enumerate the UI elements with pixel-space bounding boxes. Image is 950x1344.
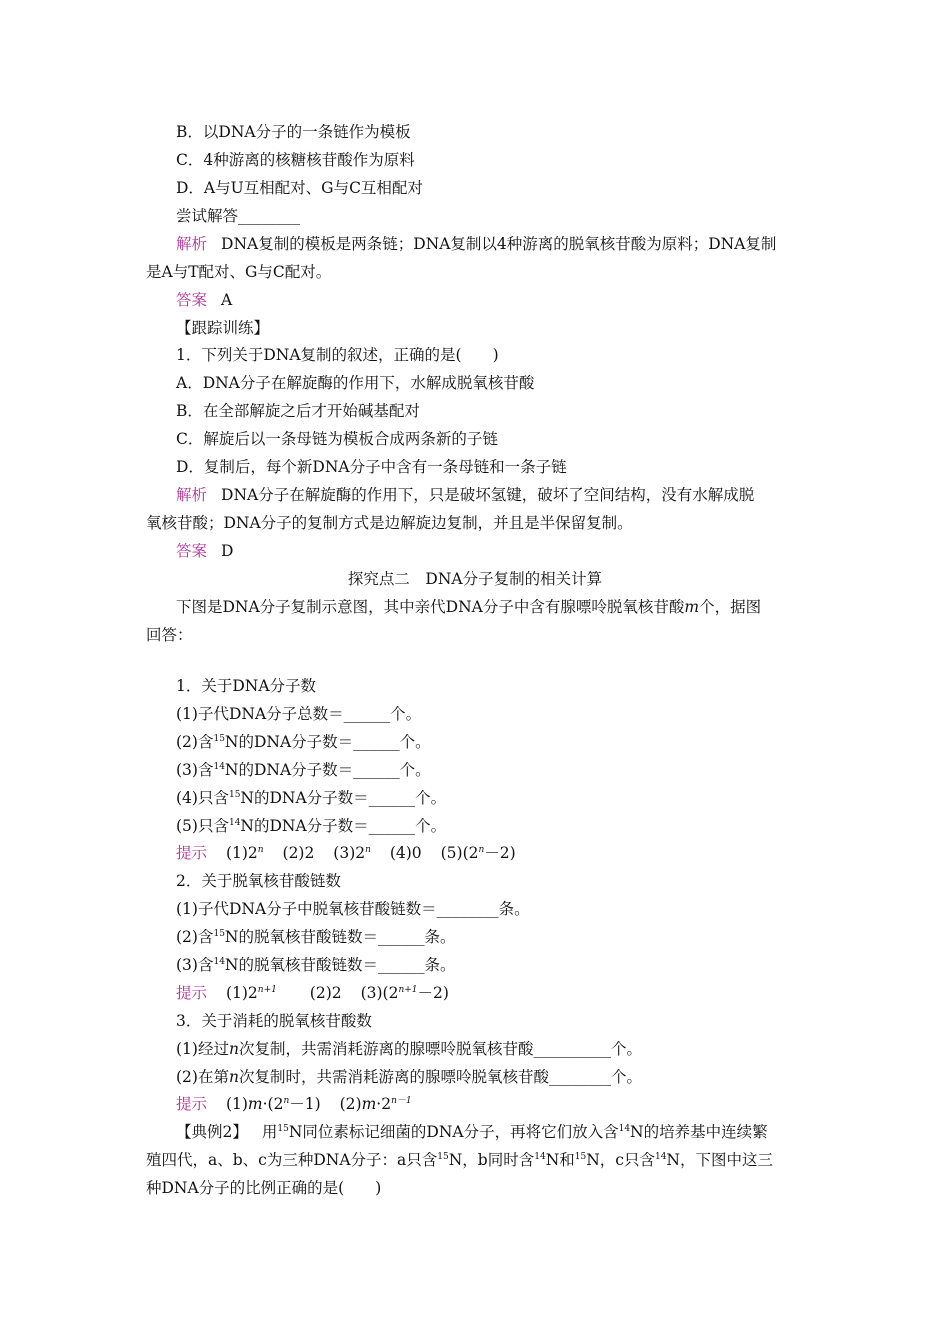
part1-item3: [176, 760, 431, 780]
superscript: n: [365, 845, 371, 855]
hint-3: (3)2: [333, 844, 366, 862]
text: (2)含: [176, 733, 214, 751]
follow-option-a: A．DNA分子在解旋酶的作用下，水解成脱氧核苷酸: [176, 374, 535, 392]
variable-m: m: [247, 1095, 263, 1113]
text: (5)只含: [176, 817, 229, 835]
text: (2)在第: [176, 1068, 229, 1086]
superscript: 14: [213, 762, 225, 772]
superscript: 15: [437, 1152, 449, 1162]
text: 用: [261, 1123, 278, 1141]
intro-text-tail: 个，据图: [699, 598, 762, 616]
hint-5: (5)(2: [440, 844, 479, 862]
superscript: n: [283, 1096, 290, 1106]
hint-1: (1)2: [225, 844, 258, 862]
hint-4: (4)0: [389, 844, 422, 862]
superscript: 15: [277, 1124, 289, 1134]
part1-item5: [176, 816, 446, 836]
superscript: n: [257, 845, 264, 855]
text: N同位素标记细菌的DNA分子，再将它们放入含: [288, 1123, 619, 1141]
text: －1): [289, 1095, 321, 1113]
hint-label: 提示: [176, 1095, 208, 1113]
answer-label: 答案: [176, 291, 208, 309]
part2-hint: [176, 983, 449, 1003]
follow-option-b: B．在全部解旋之后才开始碱基配对: [176, 402, 420, 420]
hint-2: (2)2: [309, 984, 342, 1002]
follow-question: 1．下列关于DNA复制的叙述，正确的是( ): [176, 346, 499, 364]
text: N的DNA分子数＝______个。: [224, 733, 431, 751]
variable-m: m: [361, 1095, 377, 1113]
text: N的DNA分子数＝______个。: [224, 761, 431, 779]
superscript: 14: [654, 1152, 667, 1162]
follow-option-c: C．解旋后以一条母链为模板合成两条新的子链: [176, 430, 498, 448]
superscript: 15: [213, 929, 225, 939]
superscript: 15: [213, 734, 225, 744]
try-answer: 尝试解答________: [176, 207, 301, 225]
text: ·(2: [262, 1095, 284, 1113]
option-c: C．4种游离的核糖核苷酸作为原料: [176, 151, 415, 169]
superscript: 14: [534, 1152, 546, 1162]
part2-item2: [176, 927, 456, 947]
follow-analysis-continuation: 氧核苷酸；DNA分子的复制方式是边解旋边复制，并且是半保留复制。: [146, 514, 633, 532]
text: 次复制时，共需消耗游离的腺嘌呤脱氧核苷酸________个。: [238, 1068, 642, 1086]
text: N的脱氧核苷酸链数＝______条。: [224, 928, 456, 946]
part1-title: 1．关于DNA分子数: [176, 677, 317, 695]
example2-line2: [146, 1150, 773, 1170]
superscript: 14: [228, 818, 241, 828]
analysis-label: 解析: [176, 235, 208, 253]
text: (2)含: [176, 928, 214, 946]
section-intro-continuation: 回答：: [146, 626, 193, 644]
analysis-line: [176, 234, 776, 254]
text: N的DNA分子数＝______个。: [240, 817, 447, 835]
text: N和: [545, 1151, 575, 1169]
example-label: 【典例2】: [176, 1123, 248, 1141]
part1-hint: [176, 843, 516, 863]
hint-2: (2)2: [282, 844, 315, 862]
hint-1: (1)2: [225, 984, 258, 1002]
text: N，c只含: [586, 1151, 655, 1169]
hint-3: (3)(2: [360, 984, 399, 1002]
hint-5-tail: －2): [484, 844, 516, 862]
part1-item1: (1)子代DNA分子总数＝______个。: [176, 705, 422, 723]
part1-item2: [176, 732, 431, 752]
superscript: n+1: [257, 985, 277, 995]
part3-title: 3．关于消耗的脱氧核苷酸数: [176, 1012, 372, 1030]
answer-value: A: [221, 291, 233, 309]
text: (3)含: [176, 761, 214, 779]
part3-item2: [176, 1067, 642, 1087]
text: (3)含: [176, 956, 214, 974]
part3-hint: [176, 1094, 412, 1114]
example2-line3: 种DNA分子的比例正确的是( ): [146, 1179, 382, 1197]
superscript: 14: [213, 957, 225, 967]
example2-line1: [176, 1122, 768, 1142]
text: N，下图中这三: [666, 1151, 773, 1169]
follow-analysis-text: DNA分子在解旋酶的作用下，只是破坏氢键，破坏了空间结构，没有水解成脱: [221, 486, 755, 504]
follow-title: 【跟踪训练】: [176, 319, 270, 337]
text: N的培养基中连续繁: [630, 1123, 768, 1141]
superscript: n: [478, 845, 485, 855]
analysis-continuation: 是A与T配对、G与C配对。: [146, 263, 332, 281]
superscript: n+1: [398, 985, 418, 995]
variable-n: n: [228, 1040, 239, 1058]
follow-analysis-label: 解析: [176, 486, 208, 504]
hint-label: 提示: [176, 844, 208, 862]
follow-answer-label: 答案: [176, 542, 208, 560]
follow-answer-line: [176, 541, 233, 561]
follow-answer-value: D: [221, 542, 234, 560]
part3-item1: [176, 1039, 642, 1059]
superscript: n－1: [391, 1096, 412, 1106]
superscript: 14: [618, 1124, 631, 1134]
follow-analysis-line: [176, 485, 754, 505]
text: N，b同时含: [448, 1151, 535, 1169]
hint-1: (1): [225, 1095, 248, 1113]
part2-title: 2．关于脱氧核苷酸链数: [176, 872, 341, 890]
section-intro: [176, 597, 761, 617]
option-b: B．以DNA分子的一条链作为模板: [176, 123, 411, 141]
part2-item3: [176, 955, 456, 975]
text: 殖四代，a、b、c为三种DNA分子：a只含: [146, 1151, 438, 1169]
text: N的脱氧核苷酸链数＝______条。: [224, 956, 456, 974]
option-d: D．A与U互相配对、G与C互相配对: [176, 179, 423, 197]
hint-label: 提示: [176, 984, 208, 1002]
text: (1)经过: [176, 1040, 229, 1058]
part1-item4: [176, 788, 446, 808]
superscript: 15: [228, 790, 241, 800]
intro-variable-m: m: [684, 598, 700, 616]
text: (4)只含: [176, 789, 229, 807]
follow-option-d: D．复制后，每个新DNA分子中含有一条母链和一条子链: [176, 458, 567, 476]
analysis-text: DNA复制的模板是两条链；DNA复制以4种游离的脱氧核苷酸为原料；DNA复制: [221, 235, 777, 253]
superscript: 15: [574, 1152, 587, 1162]
text: ·2: [376, 1095, 392, 1113]
variable-n: n: [228, 1068, 239, 1086]
part2-item1: (1)子代DNA分子中脱氧核苷酸链数＝________条。: [176, 900, 530, 918]
hint-3-tail: －2): [417, 984, 449, 1002]
section-title: 探究点二 DNA分子复制的相关计算: [347, 570, 603, 588]
intro-text: 下图是DNA分子复制示意图，其中亲代DNA分子中含有腺嘌呤脱氧核苷酸: [176, 598, 685, 616]
text: N的DNA分子数＝______个。: [240, 789, 447, 807]
answer-line: [176, 290, 232, 310]
hint-2: (2): [339, 1095, 362, 1113]
text: 次复制，共需消耗游离的腺嘌呤脱氧核苷酸__________个。: [238, 1040, 642, 1058]
